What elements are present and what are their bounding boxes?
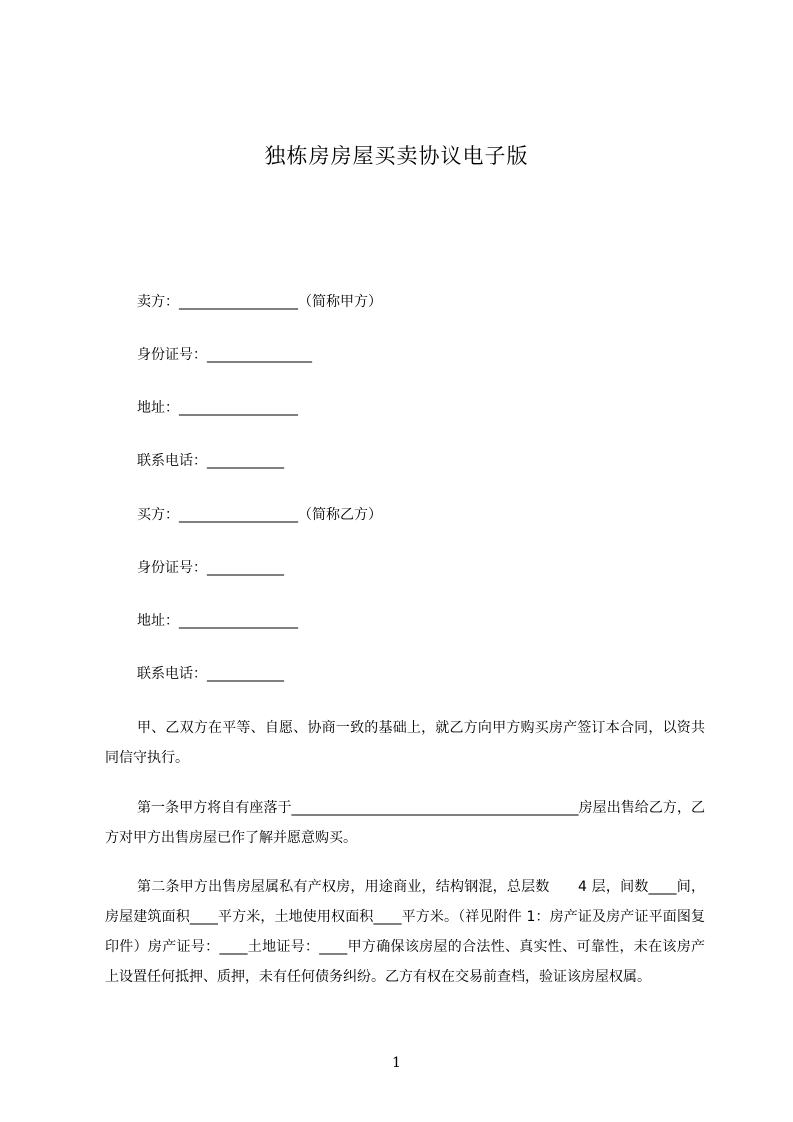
seller-name-line: 卖方：_________________（简称甲方） xyxy=(137,294,382,310)
seller-phone-line: 联系电话：___________ xyxy=(137,453,284,469)
article-1-paragraph: 第一条甲方将自有座落于_________________________________________房屋出售给乙方，乙方对甲方出售房屋已作了解并愿意购买。 xyxy=(105,800,705,846)
page-number: 1 xyxy=(392,1055,401,1071)
buyer-name-line: 买方：_________________（简称乙方） xyxy=(137,507,382,523)
buyer-address-line: 地址：_________________ xyxy=(137,613,298,629)
article-2-paragraph: 第二条甲方出售房屋属私有产权房，用途商业，结构钢混，总层数 4 层，间数____间，房屋建筑面积____平方米，土地使用权面积____平方米。（祥见附件 1：房产证及房产证平面图复印件）房产证号：____土地证号：____甲方确保该房屋的合法性、真实性、可靠性，未在该房产上设置任何抵押、质押，未有任何债务纠纷。乙方有权在交易前查档，验证该房屋权属。 xyxy=(105,879,705,985)
document-title: 独栋房房屋买卖协议电子版 xyxy=(264,144,529,168)
buyer-id-line: 身份证号：___________ xyxy=(137,560,284,576)
intro-paragraph: 甲、乙双方在平等、自愿、协商一致的基础上，就乙方向甲方购买房产签订本合同，以资共同信守执行。 xyxy=(105,720,705,766)
seller-address-line: 地址：_________________ xyxy=(137,400,298,416)
buyer-phone-line: 联系电话：___________ xyxy=(137,666,284,682)
seller-id-line: 身份证号：_______________ xyxy=(137,347,312,363)
